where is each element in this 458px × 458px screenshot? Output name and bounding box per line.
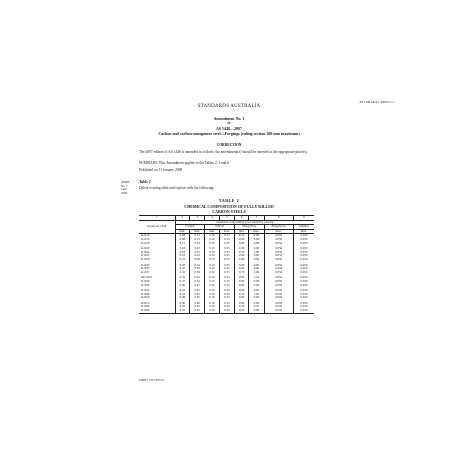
value-cell: 0.60 <box>234 300 248 306</box>
value-cell: 1.00 <box>249 293 264 297</box>
value-cell: 0.050 <box>293 267 314 271</box>
value-cell: 0.30 <box>234 305 248 309</box>
column-number: 8 <box>264 216 293 221</box>
value-cell: 0.90 <box>249 300 264 306</box>
value-cell: 0.050 <box>293 274 314 280</box>
value-cell: 0.050 <box>264 238 293 242</box>
value-cell: 0.22 <box>175 258 189 262</box>
instruction-text: Delete existing table and replace with the following: <box>139 186 215 190</box>
value-cell: 0.050 <box>264 245 293 251</box>
correction-intro: The 2007 edition of AS 1448 is amended as follows; the amendment(s) should be inserted in the appropriate place(s). <box>139 150 308 154</box>
value-cell: 0.65 <box>190 309 205 313</box>
value-cell: 0.32 <box>175 267 189 271</box>
element-header-carbon: Carbon <box>175 225 205 230</box>
value-cell: 0.10 <box>205 309 219 313</box>
value-cell: 0.050 <box>293 309 314 313</box>
value-cell: 0.050 <box>264 293 293 297</box>
value-cell: 0.23 <box>190 254 205 258</box>
value-cell: 0.35 <box>219 305 234 309</box>
correction-summary: SUMMARY: This Amendment applies to the Tables 2, 3 and 6. <box>139 161 230 165</box>
value-cell: 0.10 <box>205 242 219 246</box>
value-cell: 0.48 <box>175 296 189 300</box>
value-cell: 0.34 <box>190 262 205 268</box>
grade-cell: K1040 <box>141 278 150 283</box>
value-cell: 0.35 <box>219 296 234 300</box>
value-cell: 0.85 <box>234 274 248 280</box>
value-cell: 0.63 <box>190 305 205 309</box>
value-cell: 0.050 <box>264 254 293 258</box>
grade-cell: K1042 <box>141 282 150 287</box>
value-cell: 0.050 <box>293 293 314 297</box>
grade-cell: K1020 <box>141 246 150 251</box>
subheader: min. <box>234 229 248 234</box>
value-cell: 0.10 <box>205 274 219 280</box>
table-caption-line: CARBON STEELS <box>212 209 246 214</box>
element-header-phosphorus: Phosphorus <box>264 225 293 230</box>
value-cell: 0.43 <box>175 293 189 297</box>
value-cell: 0.050 <box>293 280 314 284</box>
grade-cell: K1050 <box>141 295 150 300</box>
published-date: Published on 11 January 2008. <box>139 168 184 172</box>
grade-cell: K1026 <box>141 256 150 261</box>
table-caption-line: CHEMICAL COMPOSITION OF FULLY KILLED <box>184 204 274 209</box>
value-cell: 0.35 <box>219 274 234 280</box>
value-cell: 0.90 <box>249 238 264 242</box>
value-cell: 0.10 <box>205 280 219 284</box>
isbn: ISBN 0 7337 8555 8 <box>139 378 164 382</box>
value-cell: 0.44 <box>190 280 205 284</box>
grade-cell: K1045 <box>141 288 150 293</box>
value-cell: 0.050 <box>293 242 314 246</box>
value-cell: 0.28 <box>190 258 205 262</box>
value-cell: 0.60 <box>234 267 248 271</box>
value-cell: 0.35 <box>219 300 234 306</box>
value-cell: 0.10 <box>205 245 219 251</box>
value-cell: 0.47 <box>190 284 205 288</box>
value-cell: 0.050 <box>293 238 314 242</box>
value-cell: 0.050 <box>264 305 293 309</box>
value-cell: 0.13 <box>190 234 205 238</box>
value-cell: 0.050 <box>264 267 293 271</box>
value-cell: 0.60 <box>249 245 264 251</box>
value-cell: 0.90 <box>249 258 264 262</box>
value-cell: 0.70 <box>234 251 248 255</box>
value-cell: 0.050 <box>264 274 293 280</box>
amendment-title: Amendment No. 1 <box>213 116 245 121</box>
value-cell: 0.050 <box>264 287 293 293</box>
grade-cell: K1015 <box>141 236 150 241</box>
organization-name: STANDARDS AUSTRALIA <box>197 104 261 109</box>
value-cell: 0.050 <box>293 254 314 258</box>
value-cell: 0.050 <box>293 262 314 268</box>
value-cell: 0.08 <box>175 234 189 238</box>
value-cell: 0.38 <box>190 271 205 275</box>
composition-group-header: Chemical composition (cast analysis), percent <box>175 220 314 225</box>
value-cell: 0.35 <box>219 293 234 297</box>
value-cell: 0.050 <box>293 258 314 262</box>
value-cell: 0.050 <box>293 245 314 251</box>
value-cell: 0.43 <box>175 287 189 293</box>
value-cell: 0.35 <box>219 262 234 268</box>
value-cell: 0.10 <box>205 300 219 306</box>
value-cell: 0.18 <box>190 242 205 246</box>
value-cell: 0.10 <box>205 296 219 300</box>
grade-cell: K1022 <box>141 249 150 254</box>
column-number: 6 <box>234 216 248 221</box>
grade-cell: K1010 <box>141 233 150 238</box>
element-header-manganese: Manganese <box>234 225 264 230</box>
value-cell: 0.60 <box>234 309 248 313</box>
value-cell: 0.90 <box>249 284 264 288</box>
value-cell: 0.050 <box>264 251 293 255</box>
value-cell: 0.050 <box>264 309 293 313</box>
value-cell: 0.10 <box>205 254 219 258</box>
value-cell: 0.60 <box>234 296 248 300</box>
grade-cell: XK1038 <box>141 275 152 280</box>
value-cell: 0.050 <box>264 284 293 288</box>
margin-amendment-note <box>121 181 135 195</box>
subheader: max. <box>190 229 205 234</box>
value-cell: 0.10 <box>205 262 219 268</box>
element-header-sulphur: Sulphur <box>293 225 314 230</box>
subheader: max. <box>264 229 293 234</box>
value-cell: 0.55 <box>249 305 264 309</box>
margin-note-line: No. 1 <box>121 183 128 188</box>
value-cell: 0.13 <box>190 238 205 242</box>
column-number: 9 <box>293 216 314 221</box>
value-cell: 0.050 <box>293 300 314 306</box>
value-cell: 0.40 <box>175 284 189 288</box>
value-cell: 0.10 <box>205 305 219 309</box>
subheader: min. <box>175 229 189 234</box>
value-cell: 0.35 <box>219 284 234 288</box>
value-cell: 0.60 <box>234 262 248 268</box>
value-cell: 0.13 <box>175 242 189 246</box>
value-cell: 0.23 <box>190 251 205 255</box>
value-cell: 0.70 <box>234 293 248 297</box>
value-cell: 0.10 <box>205 234 219 238</box>
value-cell: 0.050 <box>264 258 293 262</box>
correction-heading: CORRECTION <box>216 143 242 147</box>
subheader: max. <box>249 229 264 234</box>
value-cell: 0.50 <box>190 293 205 297</box>
grade-cell: K1060 <box>139 309 175 313</box>
value-cell: 0.35 <box>219 245 234 251</box>
value-cell: 0.050 <box>293 305 314 309</box>
column-number: 7 <box>249 216 264 221</box>
value-cell: 0.90 <box>249 296 264 300</box>
grade-cell: K1058 <box>141 304 150 309</box>
subheader: max. <box>293 229 314 234</box>
value-cell: 0.35 <box>219 251 234 255</box>
value-cell: 0.050 <box>293 234 314 238</box>
value-cell: 0.90 <box>249 309 264 313</box>
value-cell: 0.90 <box>249 242 264 246</box>
value-cell: 0.35 <box>219 242 234 246</box>
value-cell: 0.050 <box>264 262 293 268</box>
value-cell: 0.050 <box>264 280 293 284</box>
value-cell: 0.35 <box>219 234 234 238</box>
margin-note-line: JAN <box>121 187 127 192</box>
value-cell: 0.23 <box>190 245 205 251</box>
value-cell: 0.10 <box>205 267 219 271</box>
value-cell: 0.050 <box>293 287 314 293</box>
value-cell: 0.18 <box>175 251 189 255</box>
value-cell: 0.50 <box>190 287 205 293</box>
value-cell: 0.70 <box>234 271 248 275</box>
subheader: max. <box>219 229 234 234</box>
grade-cell: K1046 <box>141 291 150 296</box>
column-number: 5 <box>219 216 234 221</box>
value-cell: 0.050 <box>293 251 314 255</box>
column-number: 4 <box>205 216 219 221</box>
value-cell: 0.10 <box>205 287 219 293</box>
value-cell: 0.050 <box>264 271 293 275</box>
value-cell: 0.32 <box>175 271 189 275</box>
value-cell: 0.35 <box>219 287 234 293</box>
column-number: 2 <box>175 216 189 221</box>
standard-subject: Carbon and carbon-manganese steel—Forgings (ruling section 300 mm maximum) <box>158 131 300 136</box>
value-cell: 0.60 <box>234 287 248 293</box>
value-cell: 0.38 <box>190 267 205 271</box>
element-header-silicon: Silicon <box>205 225 235 230</box>
table-caption <box>0 204 458 214</box>
value-cell: 0.35 <box>219 238 234 242</box>
value-cell: 0.050 <box>264 242 293 246</box>
value-cell: 0.60 <box>234 280 248 284</box>
margin-note-line: AMDT <box>121 180 130 184</box>
value-cell: 0.55 <box>175 309 189 313</box>
document-reference: AS 1448 Amdt 1-2008 01 11 <box>359 100 394 104</box>
value-cell: 0.60 <box>234 258 248 262</box>
table-row <box>139 309 314 313</box>
value-cell: 0.10 <box>205 238 219 242</box>
value-cell: 0.050 <box>293 284 314 288</box>
value-cell: 0.90 <box>249 262 264 268</box>
grade-cell: K1035 <box>141 266 150 271</box>
value-cell: 0.35 <box>219 309 234 313</box>
subheader: min. <box>205 229 219 234</box>
value-cell: 0.08 <box>175 238 189 242</box>
value-cell: 0.35 <box>219 271 234 275</box>
chemical-composition-table <box>139 215 314 314</box>
grade-cell: K1037 <box>141 269 150 274</box>
grade-cell: K1055 <box>141 300 150 305</box>
value-cell: 0.35 <box>219 267 234 271</box>
value-cell: 1.00 <box>249 271 264 275</box>
value-cell: 0.56 <box>175 305 189 309</box>
margin-note-line: 2008 <box>121 190 127 195</box>
value-cell: 0.60 <box>234 254 248 258</box>
column-number: 3 <box>190 216 205 221</box>
grade-cell: K1016 <box>141 240 150 245</box>
value-cell: 0.35 <box>219 280 234 284</box>
value-cell: 1.00 <box>249 251 264 255</box>
value-cell: 0.10 <box>205 293 219 297</box>
value-cell: 0.60 <box>234 284 248 288</box>
value-cell: 0.10 <box>205 251 219 255</box>
value-cell: 0.050 <box>264 296 293 300</box>
value-cell: 0.30 <box>234 234 248 238</box>
value-cell: 0.90 <box>249 254 264 258</box>
grade-cell: K1025 <box>141 253 150 258</box>
table-title: TABLE 2 <box>218 198 240 203</box>
value-cell: 0.60 <box>190 300 205 306</box>
table-body <box>139 234 314 313</box>
value-cell: 0.050 <box>293 271 314 275</box>
value-cell: 1.10 <box>249 274 264 280</box>
value-cell: 0.28 <box>175 262 189 268</box>
column-number: 1 <box>139 216 175 221</box>
standard-number: AS 1448—2007 <box>215 126 243 131</box>
amendment-to: to <box>227 121 231 125</box>
value-cell: 0.55 <box>190 296 205 300</box>
grade-header: Grade AS 1448 <box>139 220 175 234</box>
value-cell: 0.35 <box>175 274 189 280</box>
value-cell: 0.90 <box>249 267 264 271</box>
value-cell: 0.30 <box>234 245 248 251</box>
value-cell: 0.10 <box>205 271 219 275</box>
value-cell: 0.90 <box>249 280 264 284</box>
value-cell: 0.18 <box>175 254 189 258</box>
value-cell: 0.050 <box>293 296 314 300</box>
value-cell: 0.60 <box>249 234 264 238</box>
value-cell: 0.42 <box>190 274 205 280</box>
value-cell: 0.35 <box>219 254 234 258</box>
value-cell: 0.18 <box>175 245 189 251</box>
grade-cell: K1030 <box>141 262 150 267</box>
value-cell: 0.60 <box>234 242 248 246</box>
value-cell: 0.050 <box>264 300 293 306</box>
value-cell: 0.50 <box>175 300 189 306</box>
value-cell: 0.10 <box>205 258 219 262</box>
value-cell: 0.37 <box>175 280 189 284</box>
instruction-heading: Table 2 <box>139 180 151 184</box>
value-cell: 0.050 <box>264 234 293 238</box>
value-cell: 0.60 <box>234 238 248 242</box>
value-cell: 0.90 <box>249 287 264 293</box>
value-cell: 0.10 <box>205 284 219 288</box>
value-cell: 0.35 <box>219 258 234 262</box>
